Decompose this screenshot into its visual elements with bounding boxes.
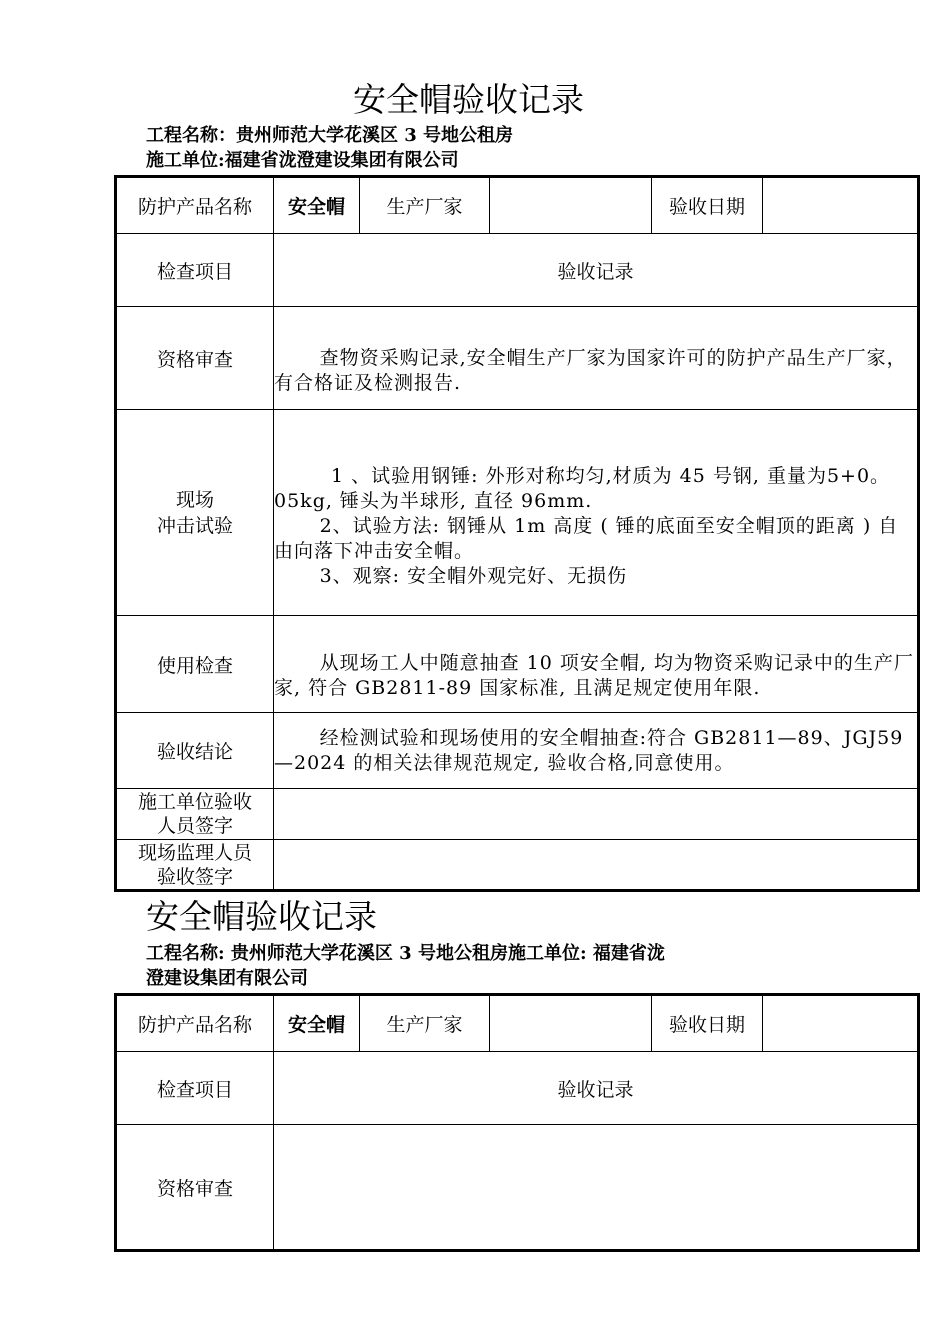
acceptance-record-header: 验收记录 bbox=[274, 234, 919, 307]
record2-column-header-row bbox=[116, 1052, 919, 1125]
record2-title: 安全帽验收记录 bbox=[146, 897, 377, 936]
manufacturer-label: 生产厂家 bbox=[360, 995, 490, 1052]
check-item-header: 检查项目 bbox=[116, 234, 274, 307]
usage-check-text: 从现场工人中随意抽查 10 项安全帽, 均为物资采购记录中的生产厂家, 符合 GB2811-89 国家标准, 且满足规定使用年限. bbox=[274, 652, 914, 699]
manufacturer-value bbox=[490, 177, 652, 234]
impact-test-row bbox=[116, 410, 919, 616]
acceptance-date-label: 验收日期 bbox=[652, 995, 763, 1052]
conclusion-row bbox=[116, 713, 919, 789]
qualification-label: 资格审查 bbox=[116, 1125, 274, 1251]
impact-test-label-line2: 冲击试验 bbox=[156, 514, 233, 537]
supervisor-signature-label-line2: 验收签字 bbox=[156, 865, 233, 888]
check-item-header: 检查项目 bbox=[116, 1052, 274, 1125]
qualification-text bbox=[274, 1125, 919, 1251]
supervisor-signature-field[interactable] bbox=[274, 840, 919, 891]
record2-table bbox=[114, 993, 920, 1252]
impact-test-step3: 3、观察: 安全帽外观完好、无损伤 bbox=[319, 565, 628, 587]
record2-header-row bbox=[116, 995, 919, 1052]
product-name-label: 防护产品名称 bbox=[116, 995, 274, 1052]
product-name-value: 安全帽 bbox=[274, 177, 360, 234]
record1-project-name: 工程名称：贵州师范大学花溪区 3 号地公租房 bbox=[146, 125, 514, 146]
contractor-signature-row bbox=[116, 789, 919, 840]
conclusion-label: 验收结论 bbox=[116, 713, 274, 789]
usage-check-row bbox=[116, 616, 919, 713]
supervisor-signature-row bbox=[116, 840, 919, 891]
qualification-label: 资格审查 bbox=[116, 307, 274, 410]
record1-column-header-row bbox=[116, 234, 919, 307]
manufacturer-label: 生产厂家 bbox=[360, 177, 490, 234]
impact-test-label-line1: 现场 bbox=[175, 488, 214, 511]
impact-test-step2: 2、试验方法: 钢锤从 1m 高度 ( 锤的底面至安全帽顶的距离 ) 自由向落下冲击安全帽。 bbox=[274, 515, 899, 562]
product-name-value: 安全帽 bbox=[274, 995, 360, 1052]
acceptance-date-value bbox=[763, 177, 919, 234]
record2-project-line1: 工程名称: 贵州师范大学花溪区 3 号地公租房施工单位: 福建省泷 bbox=[146, 943, 665, 964]
record2-project-line2: 澄建设集团有限公司 bbox=[146, 968, 308, 989]
qualification-row bbox=[116, 307, 919, 410]
record1-contractor: 施工单位:福建省泷澄建设集团有限公司 bbox=[146, 150, 459, 171]
record1-table bbox=[114, 175, 920, 892]
contractor-signature-field[interactable] bbox=[274, 789, 919, 840]
impact-test-step1: 1 、试验用钢锤: 外形对称均匀,材质为 45 号钢, 重量为5+0。05kg, 锤头为半球形, 直径 96mm. bbox=[274, 465, 891, 512]
product-name-label: 防护产品名称 bbox=[116, 177, 274, 234]
conclusion-text: 经检测试验和现场使用的安全帽抽查:符合 GB2811—89、JGJ59—2024 的相关法律规范规定, 验收合格,同意使用。 bbox=[274, 727, 904, 774]
supervisor-signature-label-line1: 现场监理人员 bbox=[137, 841, 252, 864]
usage-check-label: 使用检查 bbox=[116, 616, 274, 713]
acceptance-date-label: 验收日期 bbox=[652, 177, 763, 234]
record2-qualification-row bbox=[116, 1125, 919, 1251]
manufacturer-value bbox=[490, 995, 652, 1052]
contractor-signature-label-line2: 人员签字 bbox=[156, 815, 233, 837]
contractor-signature-label-line1: 施工单位验收 bbox=[137, 791, 252, 813]
qualification-text: 查物资采购记录,安全帽生产厂家为国家许可的防护产品生产厂家，有合格证及检测报告. bbox=[274, 347, 907, 394]
acceptance-date-value bbox=[763, 995, 919, 1052]
acceptance-record-header: 验收记录 bbox=[274, 1052, 919, 1125]
record1-header-row bbox=[116, 177, 919, 234]
record1-title: 安全帽验收记录 bbox=[353, 80, 584, 119]
